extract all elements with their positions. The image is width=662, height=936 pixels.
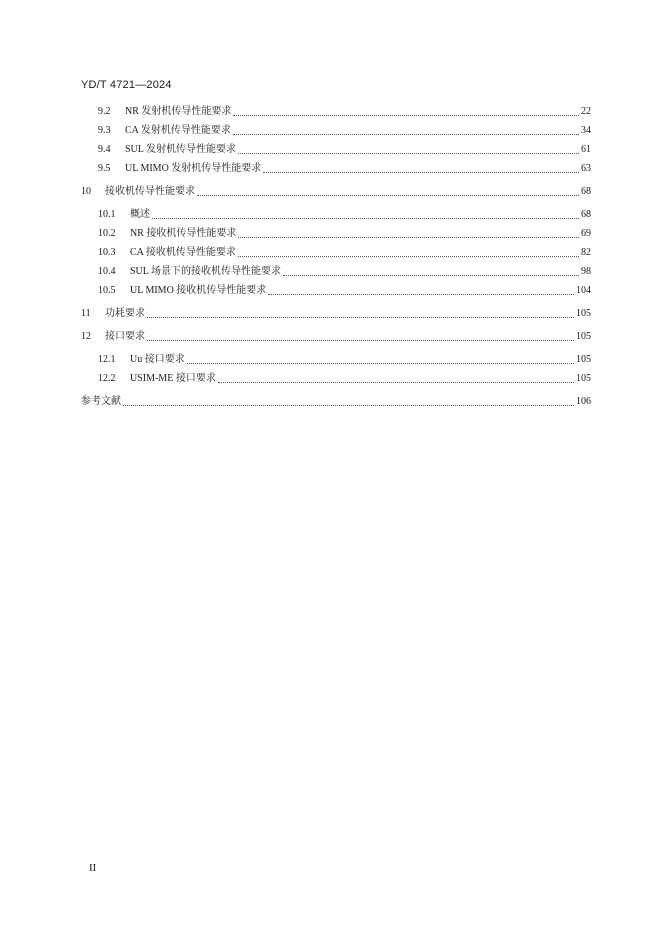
toc-title: 接收机传导性能要求 — [105, 186, 195, 197]
toc-number: 12 — [81, 331, 91, 342]
toc-entry-10-5[interactable] — [81, 278, 591, 297]
toc-leader — [238, 256, 579, 257]
toc-leader — [147, 340, 574, 341]
document-code: YD/T 4721—2024 — [81, 79, 172, 91]
toc-leader — [268, 294, 574, 295]
toc-number: 10.1 — [98, 209, 116, 220]
toc-title: SUL 场景下的接收机传导性能要求 — [130, 266, 282, 277]
toc-entry-9-4[interactable] — [81, 137, 591, 156]
table-of-contents — [81, 99, 591, 408]
toc-title: Uu 接口要求 — [130, 354, 185, 365]
toc-number: 10.5 — [98, 285, 116, 296]
toc-leader — [218, 382, 574, 383]
toc-page: 105 — [576, 308, 591, 319]
toc-page: 63 — [581, 163, 591, 174]
toc-number: 12.2 — [98, 373, 116, 384]
toc-page: 68 — [581, 186, 591, 197]
toc-leader — [263, 172, 579, 173]
toc-number: 10.2 — [98, 228, 116, 239]
toc-title: USIM-ME 接口要求 — [130, 373, 216, 384]
toc-entry-12[interactable] — [81, 324, 591, 343]
toc-number: 9.3 — [98, 125, 111, 136]
toc-page: 106 — [576, 396, 591, 407]
toc-title: SUL 发射机传导性能要求 — [125, 144, 237, 155]
toc-leader — [147, 317, 574, 318]
toc-title: 参考文献 — [81, 396, 121, 407]
toc-entry-9-3[interactable] — [81, 118, 591, 137]
toc-title: CA 接收机传导性能要求 — [130, 247, 236, 258]
toc-page: 82 — [581, 247, 591, 258]
toc-number: 9.4 — [98, 144, 111, 155]
toc-title: NR 发射机传导性能要求 — [125, 106, 232, 117]
toc-title: 概述 — [130, 209, 150, 220]
toc-page: 69 — [581, 228, 591, 239]
toc-page: 61 — [581, 144, 591, 155]
toc-entry-references[interactable] — [81, 389, 591, 408]
toc-leader — [238, 237, 579, 238]
toc-leader — [283, 275, 579, 276]
toc-leader — [152, 218, 579, 219]
toc-page: 105 — [576, 331, 591, 342]
toc-entry-12-2[interactable] — [81, 366, 591, 385]
toc-number: 11 — [81, 308, 91, 319]
toc-title: CA 发射机传导性能要求 — [125, 125, 231, 136]
toc-page: 22 — [581, 106, 591, 117]
toc-number: 10.4 — [98, 266, 116, 277]
toc-entry-9-5[interactable] — [81, 156, 591, 175]
toc-leader — [197, 195, 579, 196]
toc-title: NR 接收机传导性能要求 — [130, 228, 237, 239]
toc-title: 接口要求 — [105, 331, 145, 342]
toc-entry-10[interactable] — [81, 179, 591, 198]
toc-leader — [233, 115, 579, 116]
toc-page: 98 — [581, 266, 591, 277]
toc-leader — [233, 134, 579, 135]
toc-entry-10-3[interactable] — [81, 240, 591, 259]
toc-entry-10-2[interactable] — [81, 221, 591, 240]
toc-title: 功耗要求 — [105, 308, 145, 319]
toc-number: 9.5 — [98, 163, 111, 174]
toc-entry-11[interactable] — [81, 301, 591, 320]
toc-number: 12.1 — [98, 354, 116, 365]
toc-number: 10.3 — [98, 247, 116, 258]
toc-page: 105 — [576, 354, 591, 365]
toc-number: 10 — [81, 186, 91, 197]
toc-number: 9.2 — [98, 106, 111, 117]
toc-page: 68 — [581, 209, 591, 220]
toc-leader — [238, 153, 579, 154]
toc-page: 104 — [576, 285, 591, 296]
toc-entry-10-1[interactable] — [81, 202, 591, 221]
toc-page: 105 — [576, 373, 591, 384]
toc-title: UL MIMO 接收机传导性能要求 — [130, 285, 267, 296]
toc-entry-10-4[interactable] — [81, 259, 591, 278]
toc-page: 34 — [581, 125, 591, 136]
toc-leader — [187, 363, 574, 364]
page-number: II — [89, 862, 97, 874]
toc-entry-9-2[interactable] — [81, 99, 591, 118]
toc-leader — [123, 405, 574, 406]
toc-entry-12-1[interactable] — [81, 347, 591, 366]
toc-title: UL MIMO 发射机传导性能要求 — [125, 163, 262, 174]
